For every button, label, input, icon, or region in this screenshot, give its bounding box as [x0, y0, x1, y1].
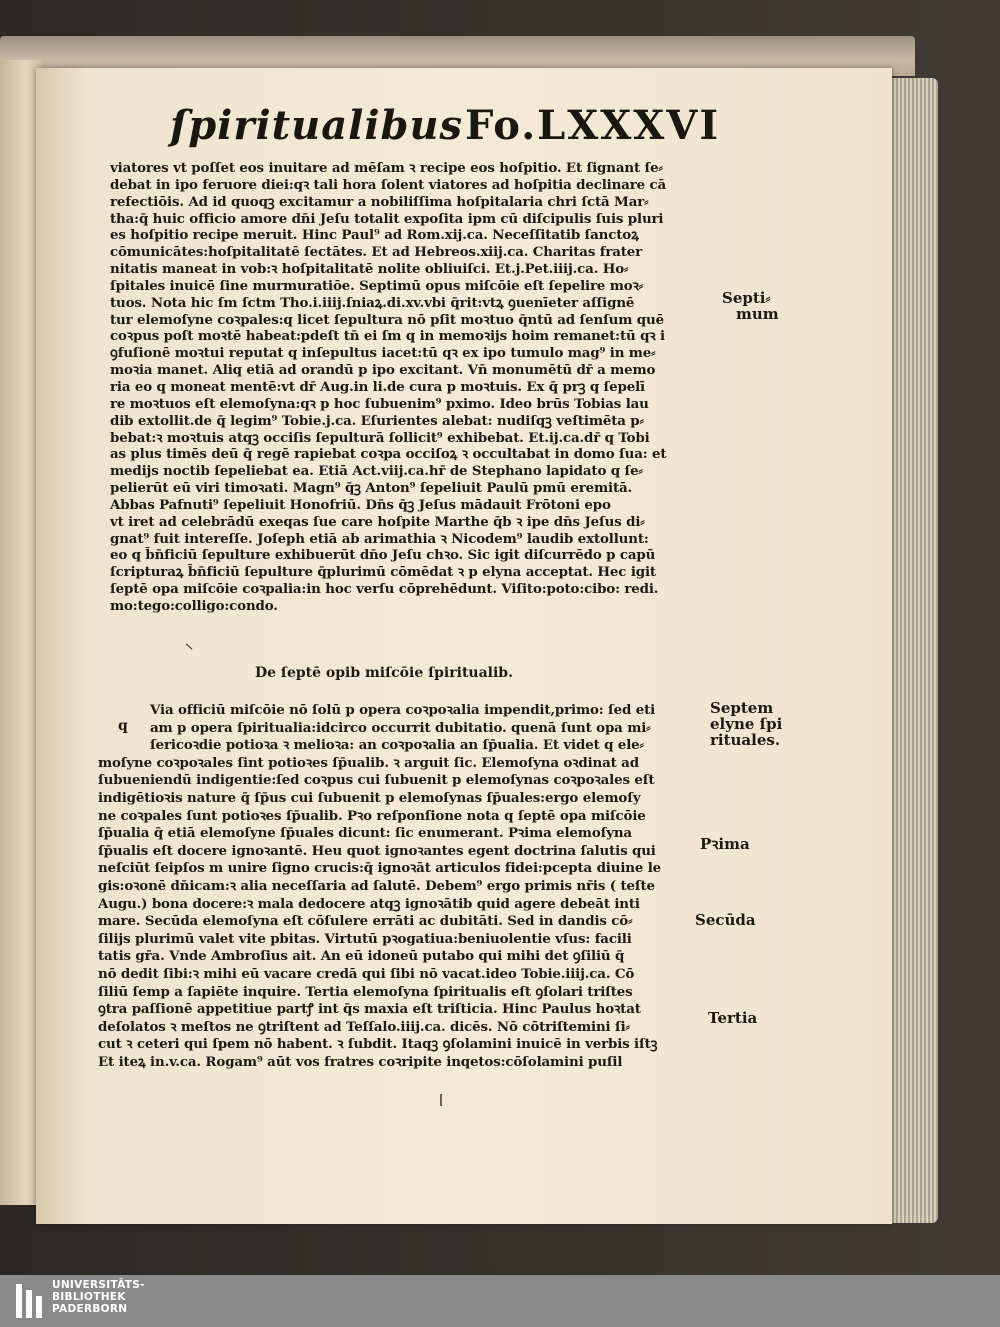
text-line: ſiliū ſemp a ſapiēte inquire. Tertia elemoſyna ſpiritualis eſt ꝯſolari triſtes: [98, 983, 633, 1000]
text-line: ſubueniendū indigentie:ſed coꝛpus cui ſubuenit p elemoſynas coꝛpoꝛales eſt: [98, 772, 655, 789]
text-line: neſciūt ſeipſos m unire ſigno crucis:q̄ ignoꝛāt articulos fidei:pcepta diuine le: [98, 860, 662, 877]
text-line: ſericoꝛdie potioꝛa ꝛ melioꝛa: an coꝛpoꝛalia an ſp̄ualia. Et videt q ele⸗: [150, 737, 644, 754]
text-line: medijs noctib ſepeliebat ea. Etiā Act.viij.ca.hr̄ de Stephano lapidato q ſe⸗: [110, 463, 643, 480]
library-name-line: UNIVERSITÄTS-: [52, 1279, 145, 1291]
text-line: indigētioꝛis nature q̄ ſp̄us cui ſubuenit p elemoſynas ſp̄uales:ergo elemoſy: [98, 789, 641, 806]
marginal-note-septimum: [722, 290, 779, 322]
text-line: es hoſpitio recipe meruit. Hinc Paul⁹ ad Rom.xij.ca. Neceſſitatib ſanctoꝝ: [110, 227, 639, 244]
text-line: ſp̄ualia q̄ etiā elemoſyne ſp̄uales dicunt: ſic enumerant. Pꝛima elemoſyna: [98, 825, 632, 842]
section-heading: De ſeptē opib miſcōie ſpiritualib.: [255, 665, 513, 681]
page-mark: [440, 1094, 442, 1106]
text-line: ſilijs plurimū valet vite pbitas. Virtutū pꝛogatiua:beniuolentie vſus: facili: [98, 930, 632, 947]
text-line: ꝯtra paſſionē appetitiue partꝭ int q̄s maxia eſt triſticia. Hinc Paulus hoꝛtat: [98, 1001, 641, 1018]
library-name-line: BIBLIOTHEK: [52, 1291, 126, 1303]
text-line: nitatis maneat in vob:ꝛ hoſpitalitatē nolite obliuiſci. Et.j.Pet.iiij.ca. Ho⸗: [110, 261, 629, 278]
text-line: ria eo q moneat mentē:vt dr̄ Aug.in li.de cura p moꝛtuis. Ex q̄ prꝫ q ſepelī: [110, 378, 645, 395]
running-head: ſpiritualibus: [170, 102, 464, 149]
text-line: ſcripturaꝝ b̄n̄ficiū ſepulture q̄plurimū cōmēdat ꝛ p elyna acceptat. Hec igit: [110, 564, 656, 581]
text-line: ſeptē opa miſcōie coꝛpalia:in hoc verſu cōprehēdunt. Viſito:poto:cibo: redi.: [110, 581, 659, 598]
text-line: eo q b̄n̄ficiū ſepulture exhibuerūt dn̄o Jeſu chꝛo. Sic igit diſcurrēdo p capū: [110, 547, 656, 564]
footer-bar: [0, 1275, 1000, 1327]
folio-number: Fo.LXXXVI: [465, 102, 721, 149]
text-line: mo:tego:colligo:condo.: [110, 597, 278, 614]
marginal-line: elyne ſpi: [710, 715, 783, 733]
text-line: refectiōis. Ad id quoqꝫ excitamur a nobiliſſima hoſpitalaria chri ſctā Mar⸗: [110, 193, 649, 210]
text-line: pelierūt eū viri timoꝛati. Magn⁹ q̄ꝫ Anton⁹ ſepeliuit Paulū pmū eremitā.: [110, 480, 633, 497]
library-name: [52, 1279, 145, 1315]
text-line: deſolatos ꝛ meſtos ne ꝯtriſtent ad Teſſalo.iiij.ca. dicēs. Nō cōtriſtemini ſi⸗: [98, 1018, 630, 1035]
text-line: ſp̄ualis eſt docere ignoꝛantē. Heu quot ignoꝛantes egent doctrina ſalutis qui: [98, 842, 656, 859]
text-line: ſpitales inuicē ſine murmuratiōe. Septimū opus miſcōie eſt ſepelire moꝛ⸗: [110, 277, 644, 294]
text-line: ne coꝛpales ſunt potioꝛes ſp̄ualib. Pꝛo reſponſione nota q ſeptē opa miſcōie: [98, 807, 646, 824]
text-line: debat in ipo feruore diei:qꝛ tali hora ſolent viatores ad hoſpitia declinare cā: [110, 176, 667, 193]
drop-letter: q: [118, 718, 128, 734]
text-line: tuos. Nota hic ſm ſctm Tho.i.iiij.ſniaꝝ.di.xv.vbi q̄rit:vtꝝ ꝯuenīeter aſſignē: [110, 294, 635, 311]
text-line: gnat⁹ fuit intereſſe. Joſeph etiā ab arimathia ꝛ Nicodem⁹ laudib extollunt:: [110, 530, 649, 547]
text-line: coꝛpus poſt moꝛtē habeat:pdeſt tn̄ ei ſm q in memoꝛijs hoim remanet:tū qꝛ i: [110, 328, 665, 345]
text-line: bebat:ꝛ moꝛtuis atqꝫ occiſis ſepulturā ſollicit⁹ exhibebat. Et.ij.ca.dr̄ q Tobi: [110, 429, 650, 446]
text-line: mare. Secūda elemoſyna eſt cōſulere errāti ac dubitāti. Sed in dandis cō⸗: [98, 913, 633, 930]
page-header: [170, 102, 730, 162]
marginal-line: Septi⸗: [722, 289, 771, 307]
text-line: cōmunicātes:hoſpitalitatē ſectātes. Et ad Hebreos.xiij.ca. Charitas frater: [110, 244, 643, 261]
marginal-line: mum: [736, 305, 779, 323]
marginal-note-prima: Pꝛima: [700, 835, 750, 853]
text-line: tha:q̄ huic officio amore dn̄i Jeſu totalit expoſita ipm cū diſcipulis ſuis pluri: [110, 210, 664, 227]
text-line: re moꝛtuos eſt elemoſyna:qꝛ p hoc ſubuenim⁹ pximo. Ideo brūs Tobias lau: [110, 395, 649, 412]
text-line: ꝯfuſionē moꝛtui reputat q inſepultus iacet:tū qꝛ ex ipo tumulo mag⁹ in me⸗: [110, 345, 656, 362]
text-line: moſyne coꝛpoꝛales ſint potioꝛes ſp̄ualib. ꝛ arguit ſic. Elemoſyna oꝛdinat ad: [98, 754, 639, 771]
text-line: nō dedit ſibi:ꝛ mihi eū vacare credā qui ſibi nō vacat.ideo Tobie.iiij.ca. Cō: [98, 965, 635, 982]
text-line: as plus timēs deū q̄ regē rapiebat coꝛpa occiſoꝝ ꝛ occultabat in domo ſua: et: [110, 446, 667, 463]
text-line: cut ꝛ ceteri qui ſpem nō habent. ꝛ ſubdit. Itaqꝫ ꝯſolamini inuicē in verbis iſtꝫ: [98, 1036, 658, 1053]
text-line: Augu.) bona docere:ꝛ mala dedocere atqꝫ ignoꝛātib quid agere debeāt inti: [98, 895, 640, 912]
text-line: Via officiū miſcōie nō ſolū p opera coꝛpoꝛalia impendit,primo: ſed eti: [150, 702, 656, 718]
text-line: am p opera ſpiritualia:idcirco occurrit dubitatio. quenā ſunt opa mi⸗: [150, 719, 651, 736]
text-block-2: [98, 702, 696, 1071]
marginal-line: Septem: [710, 699, 774, 717]
text-line: Abbas Pafnuti⁹ ſepeliuit Honofriū. Dn̄s q̄ꝫ Jeſus mādauit Frōtoni epo: [110, 496, 611, 513]
text-line: viatores vt poſſet eos inuitare ad mēſam ꝛ recipe eos hoſpitio. Et ſignant ſe⸗: [110, 160, 663, 176]
marginal-note-septem: [710, 700, 782, 748]
text-line: dib extollit.de q̄ legim⁹ Tobie.j.ca. Eſurientes alebat: nudiſqꝫ veſtimēta p⸗: [110, 412, 644, 429]
text-block-1: [110, 160, 708, 615]
library-logo-icon: [14, 1282, 44, 1320]
text-line: gis:oꝛonē dn̄icam:ꝛ alia neceſſaria ad ſalutē. Debem⁹ ergo primis nr̄is ( teſte: [98, 877, 655, 894]
marginal-line: rituales.: [710, 731, 781, 749]
text-line: vt iret ad celebrādū exeqas ſue care hoſpite Marthe q̄b ꝛ ipe dn̄s Jeſus di⸗: [110, 513, 645, 530]
text-line: tur elemoſyne coꝛpales:q licet ſepultura nō pſit moꝛtuo q̄ntū ad ſenſum quē: [110, 311, 664, 328]
marginal-note-tertia: Tertia: [708, 1009, 758, 1027]
text-line: Et iteꝝ in.v.ca. Rogam⁹ aūt vos fratres coꝛripite inqetos:cōſolamini puſil: [98, 1053, 623, 1070]
library-name-line: PADERBORN: [52, 1303, 128, 1315]
text-line: tatis gr̄a. Vnde Ambroſius ait. An eū idoneū putabo qui mihi det ꝯſiliū q̄: [98, 948, 625, 965]
text-line: moꝛia manet. Aliq etiā ad orandū p ipo excitant. Vn̄ monumētū dr̄ a memo: [110, 362, 656, 379]
marginal-note-secunda: Secūda: [695, 911, 756, 929]
